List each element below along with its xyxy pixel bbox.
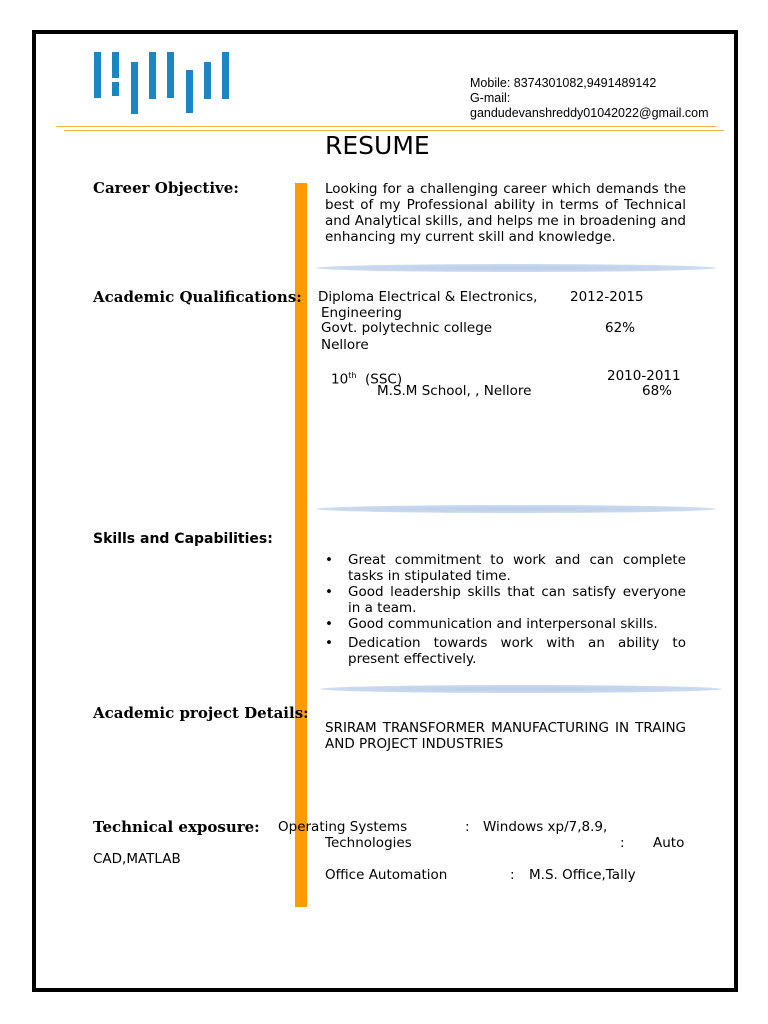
os-label: Operating Systems <box>278 819 408 835</box>
list-item: • Good leadership skills that can satisfy everyone in a team. <box>325 584 686 616</box>
diploma-percent: 62% <box>605 320 636 336</box>
project-heading: Academic project Details: <box>93 704 309 722</box>
os-colon: : <box>465 819 470 835</box>
tech-colon: : <box>620 835 625 851</box>
diploma-course: Diploma Electrical & Electronics, <box>318 289 538 305</box>
career-text: Looking for a challenging career which demands the best of my Professional ability in terms of Technical and Analytical skills, and helps me in broadening and enhancing my current skill and knowledge. <box>325 181 686 245</box>
list-item: • Good communication and interpersonal skills. <box>325 616 658 632</box>
office-colon: : <box>510 867 515 883</box>
office-label: Office Automation <box>325 867 448 883</box>
section-divider <box>316 264 716 272</box>
tech-value-cont: CAD,MATLAB <box>93 851 181 867</box>
diploma-city: Nellore <box>321 337 369 353</box>
mobile-text: Mobile: 8374301082,9491489142 <box>470 76 657 90</box>
diploma-college: Govt. polytechnic college <box>321 320 493 336</box>
skills-list <box>325 552 686 667</box>
section-divider <box>316 505 716 513</box>
ssc-school: M.S.M School, , Nellore <box>377 383 532 399</box>
section-divider <box>320 685 722 693</box>
ssc-percent: 68% <box>642 383 673 399</box>
header-divider <box>56 126 716 127</box>
technical-heading: Technical exposure: <box>93 818 260 836</box>
career-heading: Career Objective: <box>93 179 239 197</box>
contact-block <box>470 76 709 121</box>
project-text: SRIRAM TRANSFORMER MANUFACTURING IN TRAING AND PROJECT INDUSTRIES <box>325 720 686 752</box>
diploma-course-line2: Engineering <box>321 305 402 321</box>
page-title: RESUME <box>325 131 430 160</box>
skills-heading: Skills and Capabilities: <box>93 531 273 547</box>
academic-heading: Academic Qualifications: <box>93 288 302 306</box>
office-value: M.S. Office,Tally <box>529 867 636 883</box>
ssc-years: 2010-2011 <box>607 368 681 384</box>
tech-value: Auto <box>653 835 685 851</box>
email-text: gandudevanshreddy01042022@gmail.com <box>470 106 709 120</box>
tech-label: Technologies <box>325 835 412 851</box>
list-item: • Great commitment to work and can complete tasks in stipulated time. <box>325 552 686 584</box>
diploma-years: 2012-2015 <box>570 289 644 305</box>
list-item: • Dedication towards work with an ability to present effectively. <box>325 635 686 667</box>
gmail-label: G-mail: <box>470 91 511 105</box>
ssc-class: 10th (SSC) <box>331 371 403 388</box>
os-value: Windows xp/7,8.9, <box>483 819 608 835</box>
